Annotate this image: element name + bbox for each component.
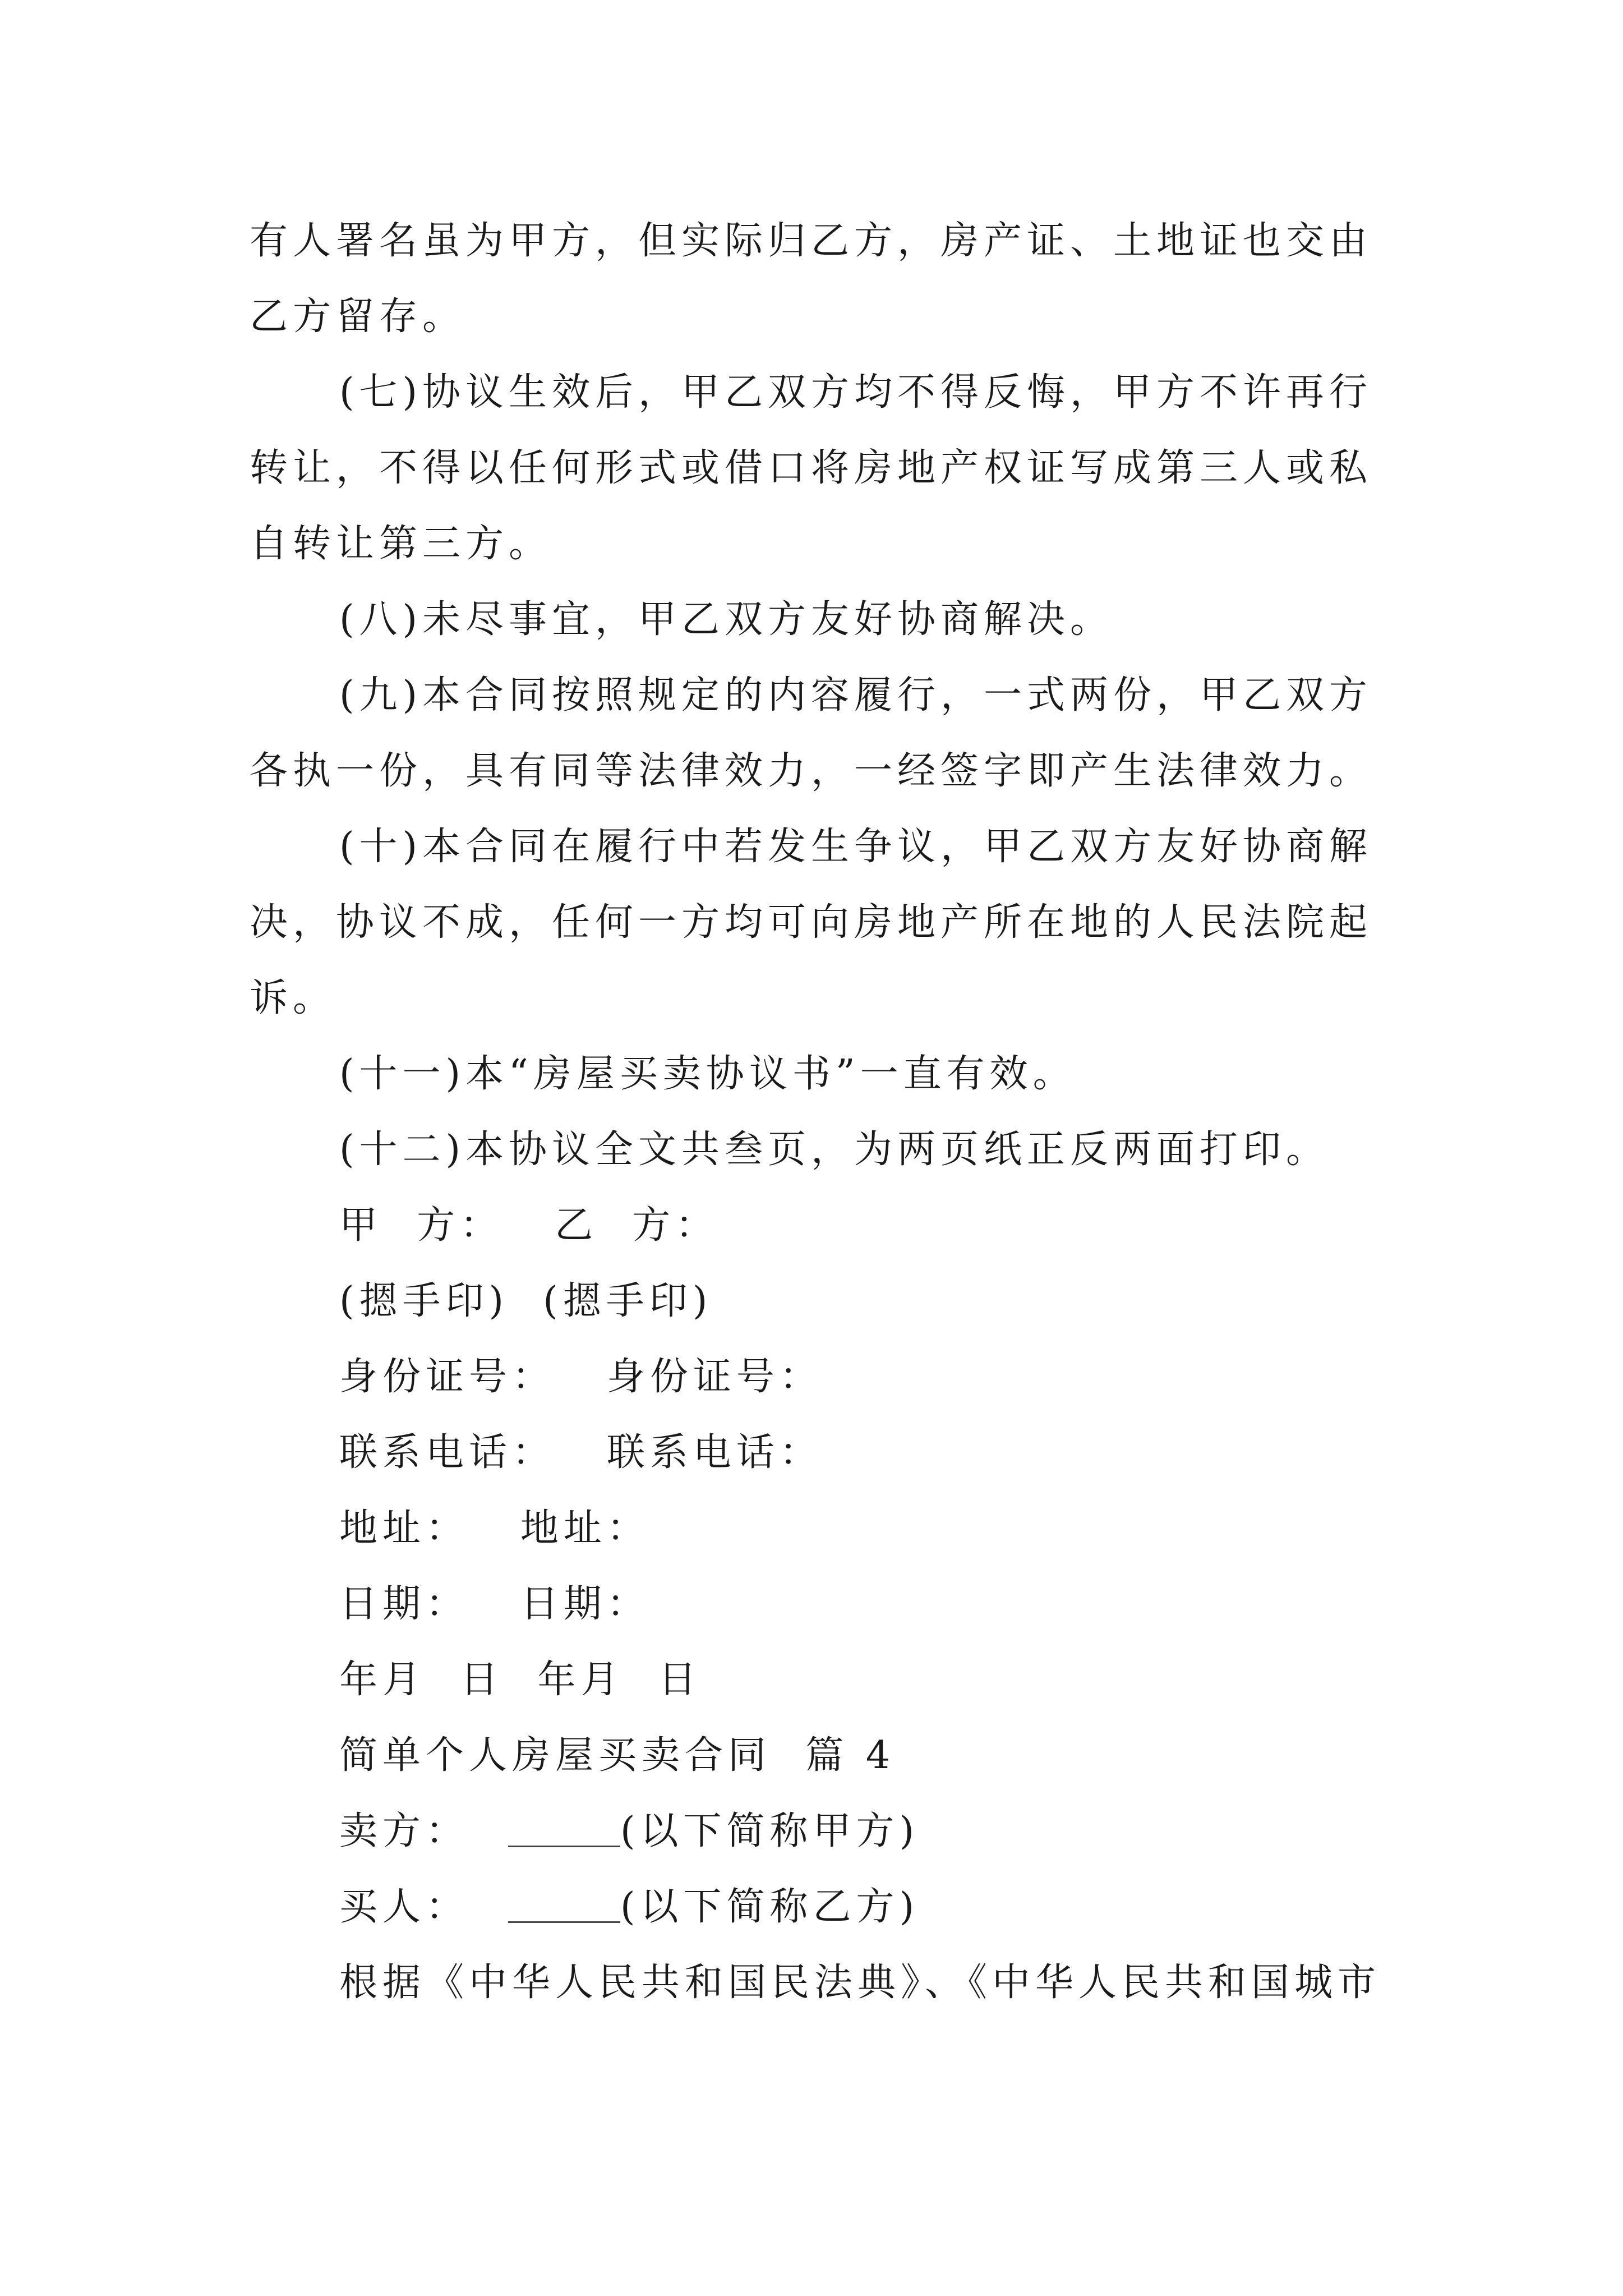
seller-line (339, 1803, 919, 1860)
buyer-line (339, 1879, 919, 1935)
clause-8: (八)未尽事宜，甲乙双方友好协商解决。 (339, 597, 1114, 642)
seller-note: (以下简称甲方) (620, 1809, 920, 1853)
text-line: 有人署名虽为甲方，但实际归乙方，房产证、土地证也交由 (250, 219, 1373, 263)
address-line: 地址： 地址： (339, 1506, 650, 1550)
text-line: 各执一份，具有同等法律效力，一经签字即产生法律效力。 (250, 749, 1373, 793)
text-line: 决，协议不成，任何一方均可向房地产所在地的人民法院起 (250, 900, 1373, 945)
seller-blank (508, 1812, 620, 1847)
buyer-label: 买人： (339, 1885, 469, 1929)
text-line: 自转让第三方。 (250, 522, 552, 566)
clause-10: (十)本合同在履行中若发生争议，甲乙双方友好协商解 (339, 825, 1373, 869)
id-number-line: 身份证号： 身份证号： (339, 1355, 823, 1399)
text-line: 诉。 (250, 976, 336, 1020)
section-heading: 简单个人房屋买卖合同 篇 4 (339, 1733, 896, 1778)
buyer-blank (508, 1888, 620, 1923)
clause-11: (十一)本“房屋买卖协议书”一直有效。 (339, 1052, 1076, 1096)
law-reference-line: 根据《中华人民共和国民法典》、《中华人民共和国城市 (339, 1961, 1381, 2005)
date-line: 日期： 日期： (339, 1582, 650, 1626)
phone-line: 联系电话： 联系电话： (339, 1430, 823, 1475)
clause-7: (七)协议生效后，甲乙双方均不得反悔，甲方不许再行 (339, 370, 1373, 415)
fingerprint-line: (摁手印) (摁手印) (339, 1279, 713, 1323)
text-line: 转让，不得以任何形式或借口将房地产权证写成第三人或私 (250, 446, 1373, 490)
text-line: 乙方留存。 (250, 295, 466, 339)
buyer-note: (以下简称乙方) (620, 1885, 920, 1929)
party-label-line: 甲 方： 乙 方： (339, 1203, 719, 1248)
clause-12: (十二)本协议全文共叁页，为两页纸正反两面打印。 (339, 1128, 1330, 1172)
seller-label: 卖方： (339, 1809, 469, 1853)
date-fields-line: 年月 日 年月 日 (339, 1658, 702, 1702)
clause-9: (九)本合同按照规定的内容履行，一式两份，甲乙双方 (339, 673, 1373, 717)
